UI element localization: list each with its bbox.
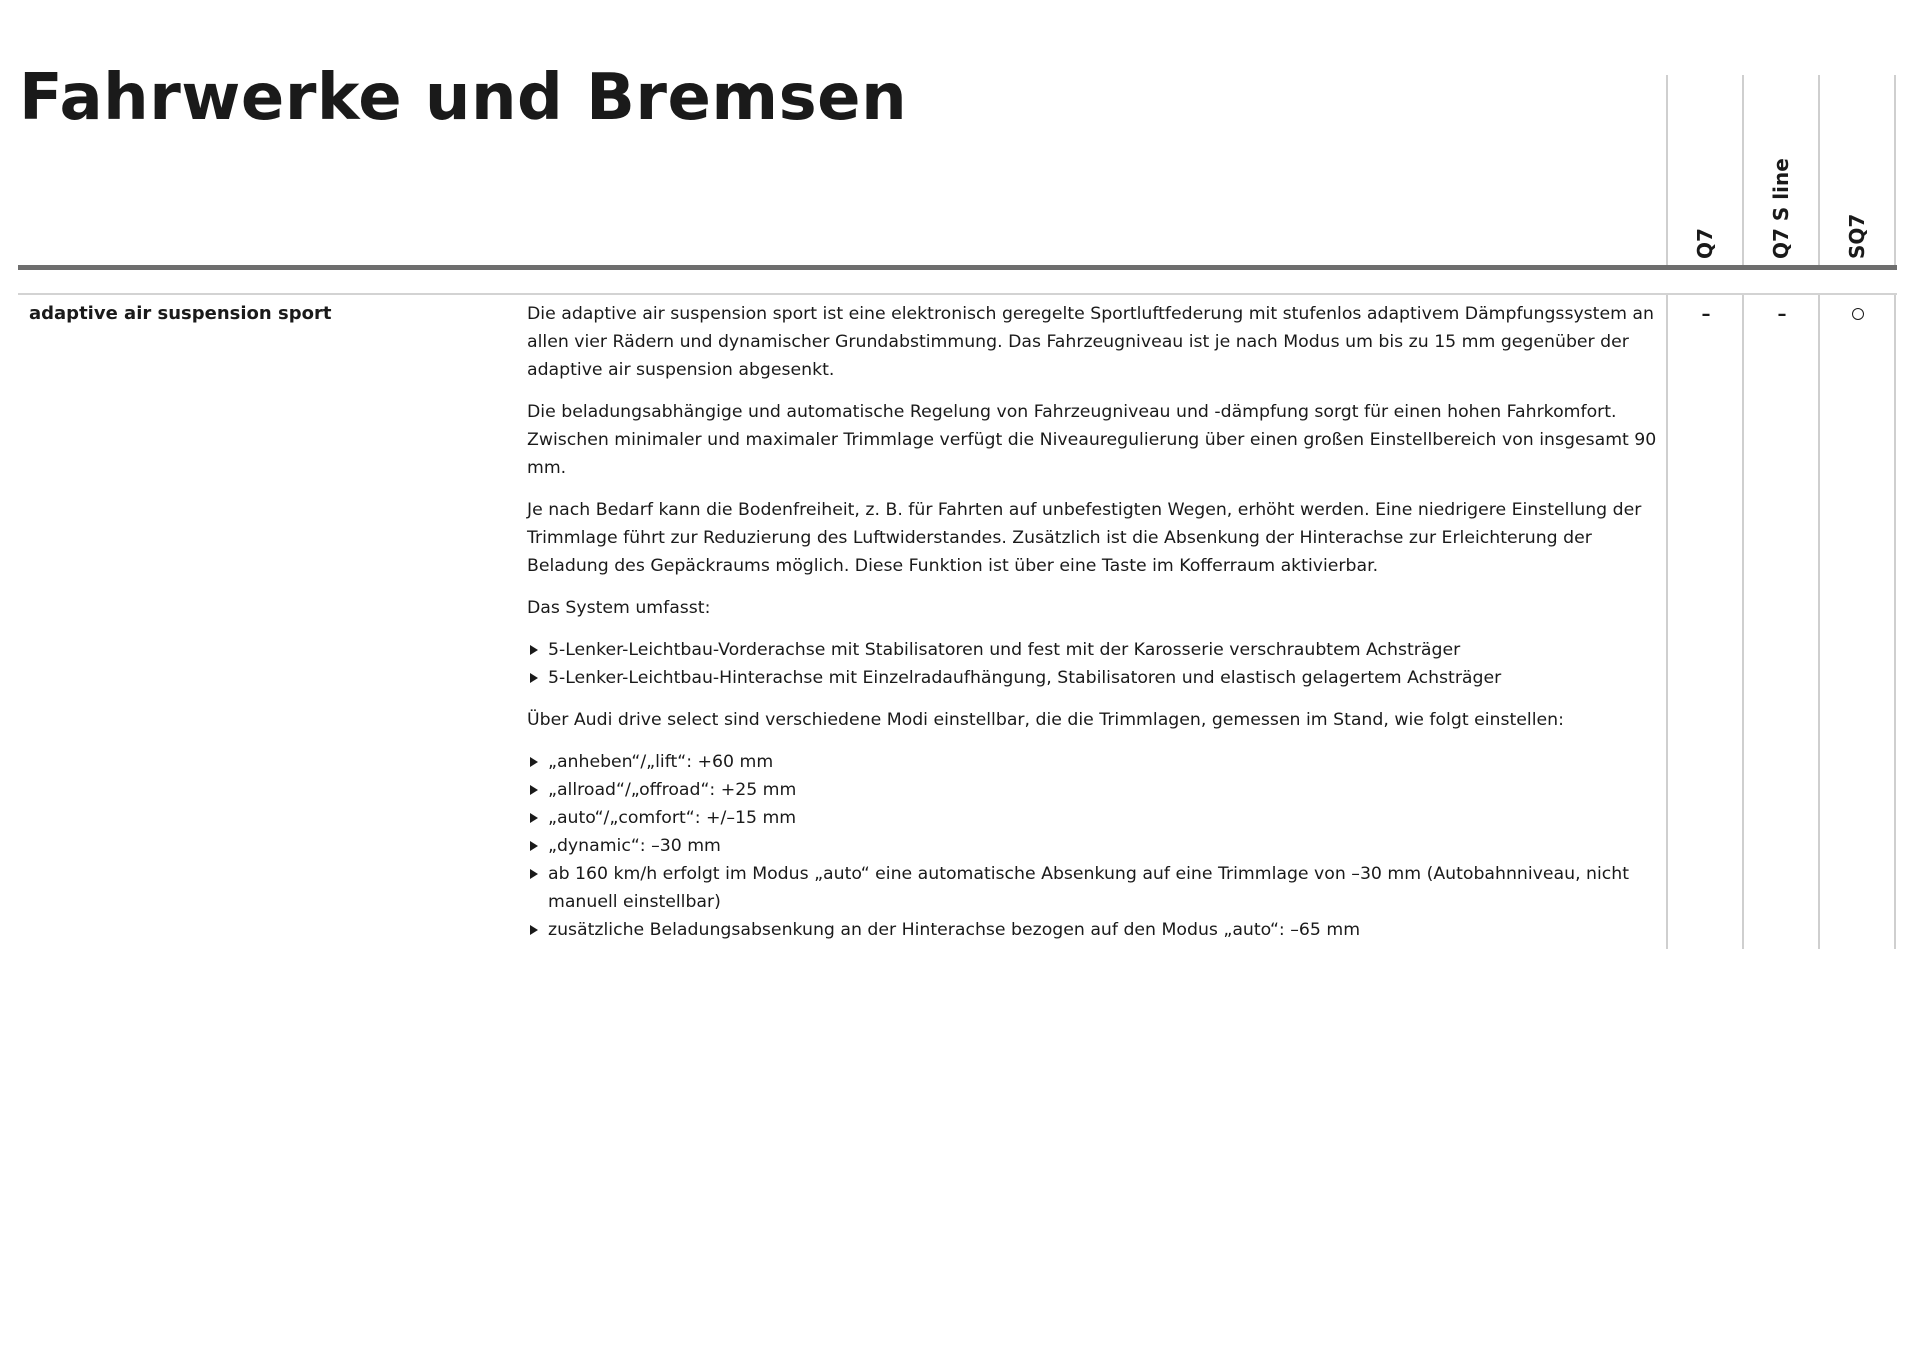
row-top-rule (18, 293, 1897, 295)
availability-sq7 (1820, 300, 1896, 328)
optional-circle-icon (1852, 308, 1864, 320)
modes-list (527, 748, 1662, 944)
modes-intro: Über Audi drive select sind verschiedene Modi einstellbar, die die Trimmlagen, gemessen im Stand, wie folgt einstellen: (527, 710, 1564, 730)
page-title: Fahrwerke und Bremsen (19, 61, 908, 135)
column-divider (1666, 295, 1668, 949)
availability-q7-s-line (1744, 300, 1820, 328)
list-item: 5-Lenker-Leichtbau-Vorderachse mit Stabilisatoren und fest mit der Karosserie verschraubtem Achsträger (527, 636, 1662, 664)
column-divider (1818, 295, 1820, 949)
list-item: ab 160 km/h erfolgt im Modus „auto“ eine automatische Absenkung auf eine Trimmlage von –30 mm (Autobahnniveau, nicht manuell einstellbar) (527, 860, 1662, 916)
feature-name: adaptive air suspension sport (29, 303, 332, 324)
not-available-dash: – (1777, 303, 1787, 325)
description-paragraph: Die adaptive air suspension sport ist eine elektronisch geregelte Sportluftfederung mit stufenlos adaptivem Dämpfungssystem an allen vier Rädern und dynamischer Grundabstimmung. Das Fahrzeugniveau ist je nach Modus um bis zu 15 mm gegenüber der adaptive air suspension abgesenkt. (527, 304, 1654, 380)
column-divider (1742, 295, 1744, 949)
list-item: „anheben“/„lift“: +60 mm (527, 748, 1662, 776)
list-item: „auto“/„comfort“: +/–15 mm (527, 804, 1662, 832)
column-divider (1894, 295, 1896, 949)
description-paragraph: Das System umfasst: (527, 598, 711, 618)
list-item: „allroad“/„offroad“: +25 mm (527, 776, 1662, 804)
list-item: zusätzliche Beladungsabsenkung an der Hinterachse bezogen auf den Modus „auto“: –65 mm (527, 916, 1662, 944)
list-item: „dynamic“: –30 mm (527, 832, 1662, 860)
header-rule (18, 265, 1897, 270)
description-paragraph: Die beladungsabhängige und automatische Regelung von Fahrzeugniveau und -dämpfung sorgt für einen hohen Fahrkomfort. Zwischen minimaler und maximaler Trimmlage verfügt die Niveauregulierung über einen großen Einstellbereich von insgesamt 90 mm. (527, 402, 1657, 478)
column-header-label: Q7 S line (1769, 158, 1793, 259)
feature-description (527, 300, 1662, 958)
column-header-q7-s-line (1744, 75, 1820, 259)
not-available-dash: – (1701, 303, 1711, 325)
column-header-sq7 (1820, 75, 1896, 259)
column-header-q7 (1668, 75, 1744, 259)
column-header-label: SQ7 (1845, 213, 1869, 259)
column-header-label: Q7 (1693, 228, 1717, 259)
system-components-list (527, 636, 1662, 692)
list-item: 5-Lenker-Leichtbau-Hinterachse mit Einzelradaufhängung, Stabilisatoren und elastisch gelagertem Achsträger (527, 664, 1662, 692)
availability-q7 (1668, 300, 1744, 328)
description-paragraph: Je nach Bedarf kann die Bodenfreiheit, z. B. für Fahrten auf unbefestigten Wegen, erhöht werden. Eine niedrigere Einstellung der Trimmlage führt zur Reduzierung des Luftwiderstandes. Zusätzlich ist die Absenkung der Hinterachse zur Erleichterung der Beladung des Gepäckraums möglich. Diese Funktion ist über eine Taste im Kofferraum aktivierbar. (527, 500, 1642, 576)
